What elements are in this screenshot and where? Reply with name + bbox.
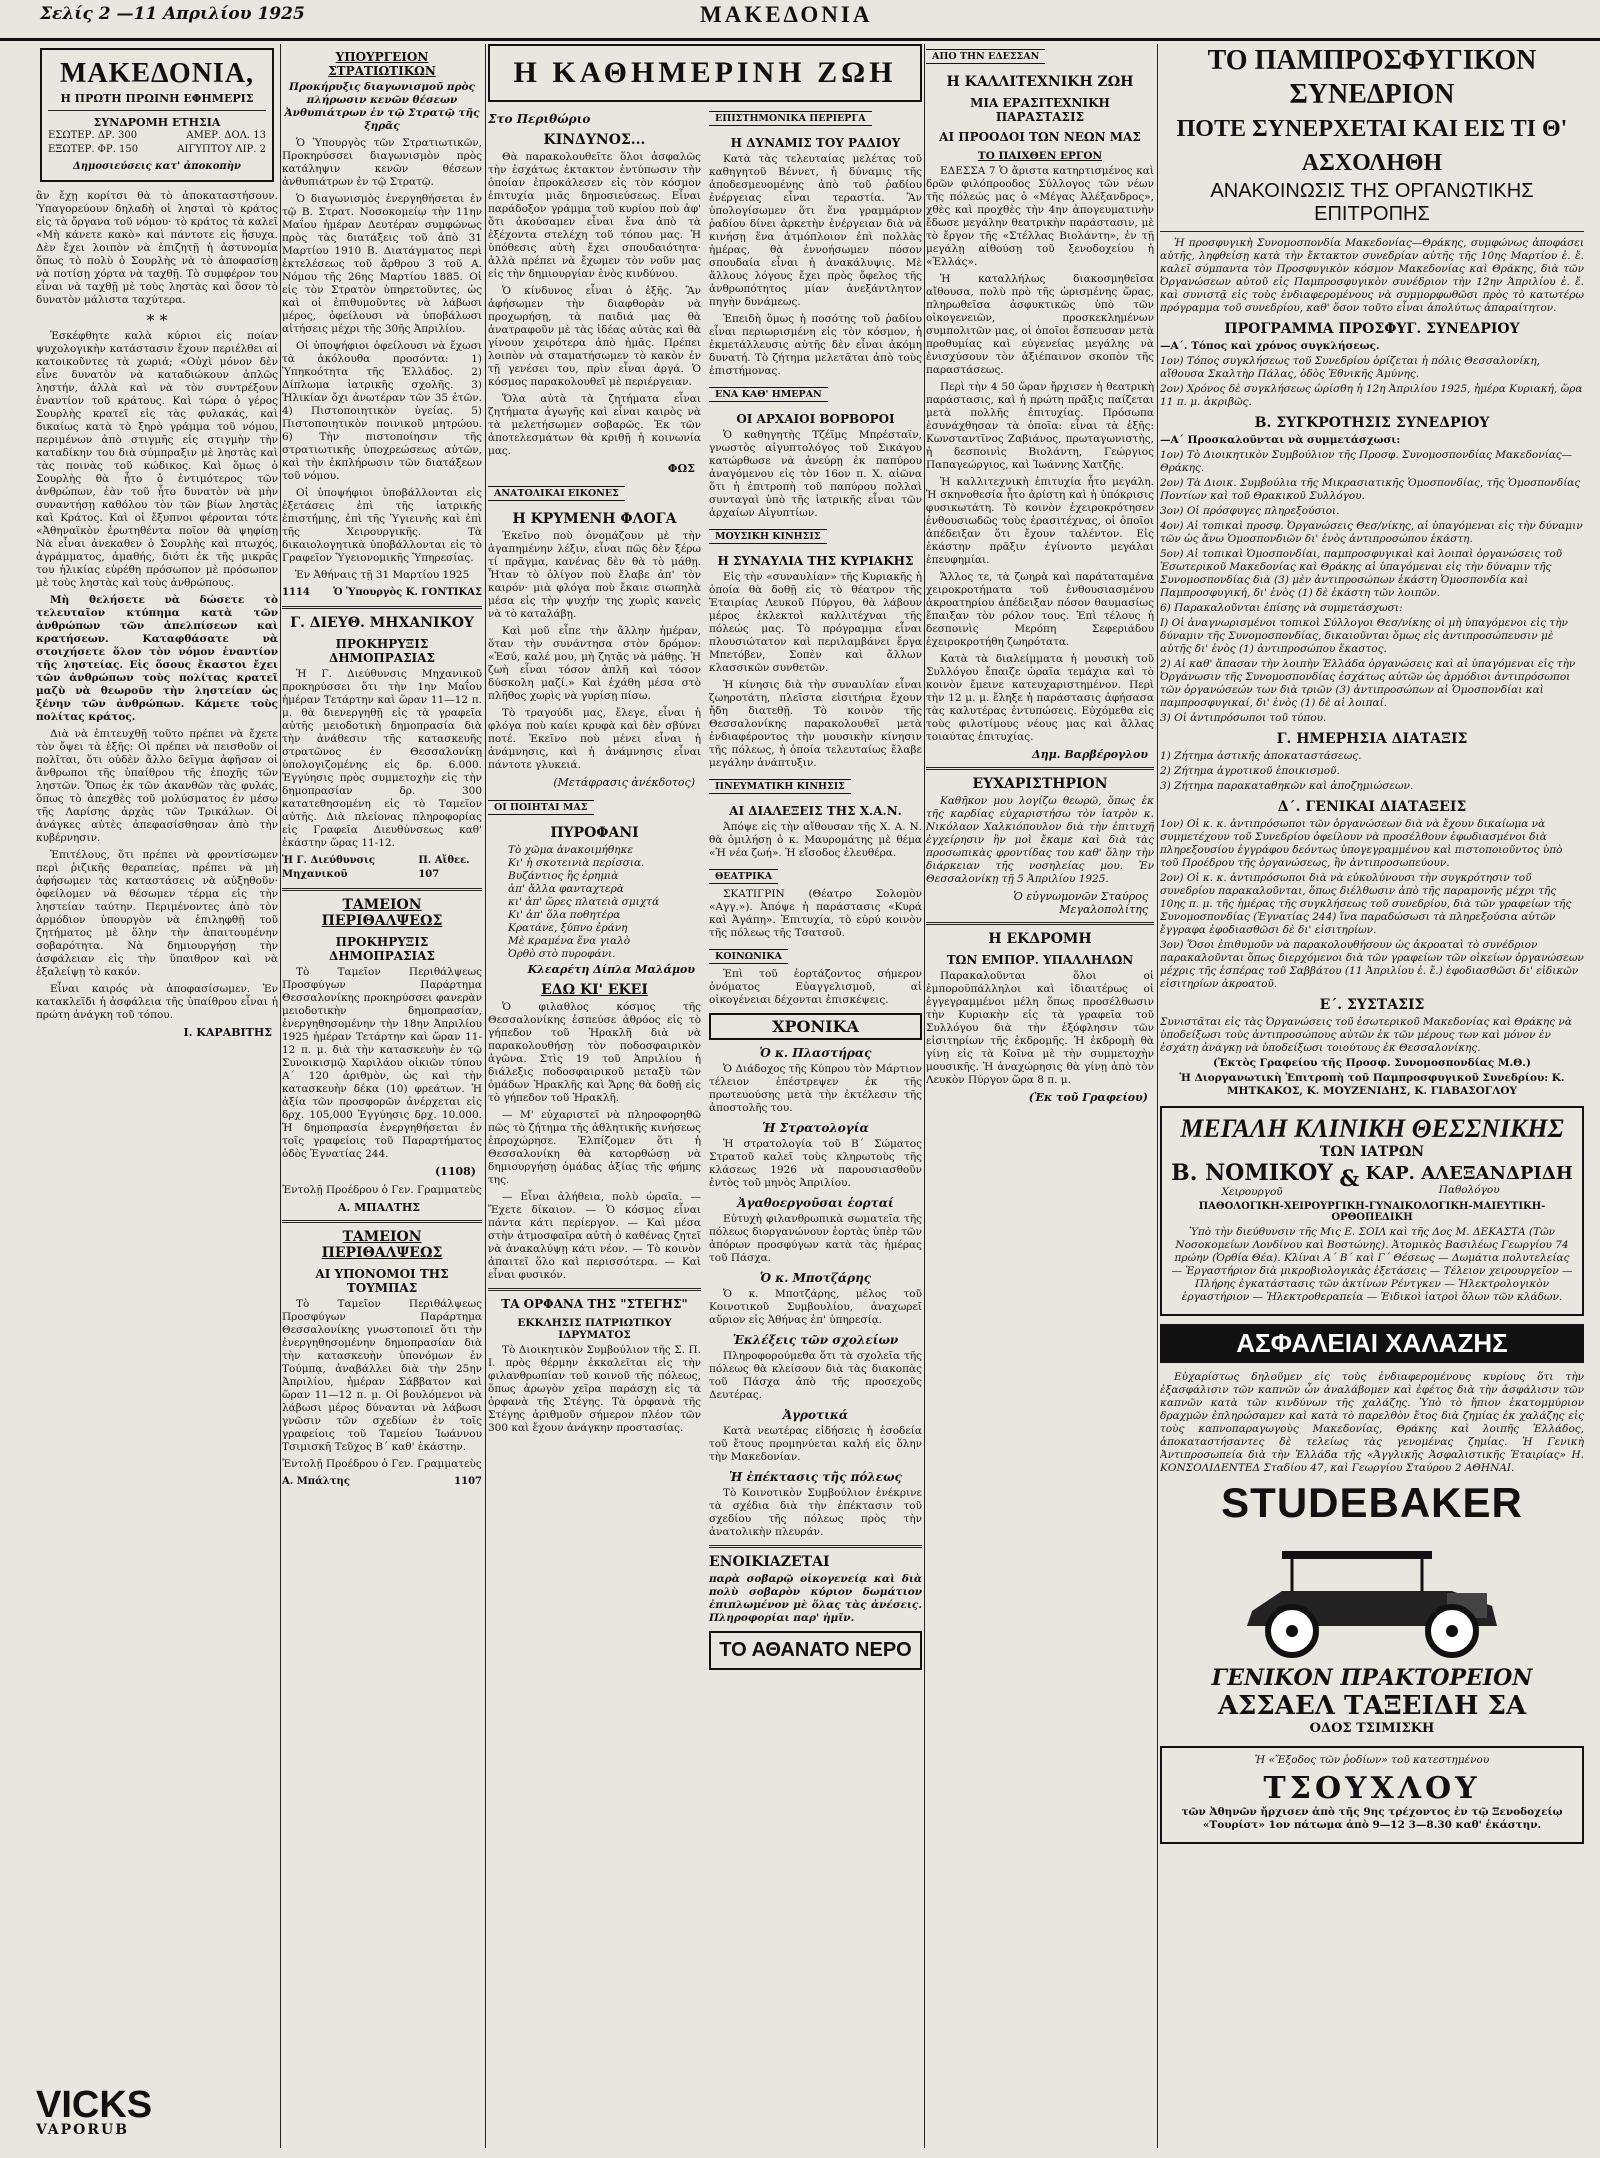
chronicle-item: Ἡ στρατολογία τοῦ Β΄ Σώματος Στρατοῦ καλεῖ τοὺς κληρωτοὺς τῆς κλάσεως 1926 νὰ παρουσιασθοῦν ἐντὸς τοῦ μηνὸς Ἀπριλίου. (709, 1138, 922, 1189)
section-subheading: ΠΡΟΚΗΡΥΞΙΣ ΔΗΜΟΠΡΑΣΙΑΣ (329, 637, 435, 665)
conference-announcement: ΑΝΑΚΟΙΝΩΣΙΣ ΤΗΣ ΟΡΓΑΝΩΤΙΚΗΣ ΕΠΙΤΡΟΠΗΣ (1210, 180, 1534, 225)
studebaker-line2: ΑΣΣΑΕΛ ΤΑΞΕΙΔΗ ΣΑ (1217, 1691, 1527, 1721)
article-paragraph: ΕΔΕΣΣΑ 7 Ὁ ἄριστα κατηρτισμένος καὶ δρῶν φιλόπροοδος Σύλλογος τῶν νέων τῆς πόλεώς μας ὁ «Μέγας Ἀλέξανδρος», χθὲς καὶ προχθὲς τὴν 4ην ἀπογευματινὴν ἔδωσε μεγάλην θεατρικὴν παράστασιν, μὲ τὸ ἔργον τῆς «Στέλλας Βιολάντη», ἐν τῇ μεγάλῃ αἰθούσῃ τοῦ ξενοδοχείου ἡ «Ἑλλάς». (926, 165, 1154, 268)
section-subheading: Προκήρυξις διαγωνισμοῦ πρὸς πλήρωσιν κενῶν θέσεων Ἀνθυπιάτρων ἐν τῷ Στρατῷ τῆς ξηρᾶς (284, 81, 480, 132)
chronicle-item-title: Ἐκλέξεις τῶν σχολείων (732, 1333, 899, 1347)
section-label: ΑΠΟ ΤΗΝ ΕΔΕΣΣΑΝ (926, 49, 1045, 64)
chronicle-item: Εὐτυχὴ φιλανθρωπικὰ σωματεῖα τῆς πόλεως διοργανώνουν ἑορτὰς ὑπὲρ τῶν ἀπόρων προσφύγων κατὰ τὰς ἡμέρας τοῦ Πάσχα. (709, 1213, 922, 1264)
box-title: ΜΑΚΕΔΟΝΙΑ, (59, 58, 255, 89)
chronicle-item: Κατὰ νεωτέρας εἰδήσεις ἡ ἐσοδεία τοῦ ἔτους προμηνύεται καλή εἰς ὅλην τὴν Μακεδονίαν. (709, 1425, 922, 1463)
column-3 (488, 44, 922, 2154)
clinic-departments: ΠΑΘΟΛΟΓΙΚΗ-ΧΕΙΡΟΥΡΓΙΚΗ-ΓΥΝΑΙΚΟΛΟΓΙΚΗ-ΜΑΙΕΥΤΙΚΗ-ΟΡΘΟΠΕΔΙΚΗ (1198, 1201, 1546, 1223)
agenda-heading: —Α΄. Τόπος καὶ χρόνος συγκλήσεως. (1160, 340, 1380, 352)
box-footer: Δημοσιεύσεις κατ' ἀποκοπὴν (73, 161, 241, 172)
agenda-heading: —Α΄ Προσκαλοῦνται νὰ συμμετάσχωσι: (1160, 434, 1401, 446)
doctor-specialty: Παθολόγου (1438, 1183, 1500, 1196)
signature-caption: Ἐντολῇ Προέδρου ὁ Γεν. Γραμματεὺς (282, 1184, 482, 1196)
article-paragraph: Κατὰ τὰ διαλείμματα ἡ μουσικὴ τοῦ Συλλόγου ἔπαιζε ὡραῖα τεμάχια καὶ τὸ κοινὸν ἔμεινε κατευχαριστημένον. Περὶ τὴν 12 μ. μ. ἔληξε ἡ παράστασις ἀφήσασα τὰς καλυτέρας ἐντυπώσεις. Εὐχόμεθα εἰς τοὺς φιλοτίμους νέους μας καὶ ἄλλας τοιαύτας ἐπιτυχίας. (926, 653, 1154, 743)
article-paragraph: Ὁ φιλαθλος κόσμος τῆς Θεσσαλονίκης ἐσπεύσε ἀθρόος εἰς τὸ γήπεδον τοῦ Ἡρακλῆ διὰ νὰ παρακολουθήσῃ τὸν ποδοσφαιρικὸν ἀγῶνα. Στὶς 19 τοῦ Ἀπριλίου ἡ διάλεξις ποδοσφαιρικοῦ μεταξὺ τῶν ὁμάδων Ἡρακλῆς καὶ Ἄρης θὰ δοθῇ εἰς τὸ γήπεδον τοῦ Ἡρακλῆ. (488, 1001, 701, 1104)
section-subheading: ΠΡΟΚΗΡΥΞΙΣ ΔΗΜΟΠΡΑΣΙΑΣ (329, 935, 435, 963)
section-subheading: ΑΙ ΠΡΟΟΔΟΙ ΤΩΝ ΝΕΩΝ ΜΑΣ (939, 130, 1141, 144)
agenda-item: 2ον) Οἱ κ. κ. ἀντιπρόσωποι διὰ νὰ εὐκολύνουσι τὴν συγκρότησιν τοῦ συνεδρίου παρακαλοῦνται, ὅπως διέλθωσιν ἀπὸ τῆς παραμονῆς μέχρι τῆς 10ης π. μ. τῆς ἡμέρας τῆς συγκλήσεως τοῦ συνεδρίου, διὰ τῶν γραφείων τῆς Συνομοσπονδίας (Ἐγνατίας 244) ἵνα παραδώσωσι τὰ πληρεξούσια αὐτῶν ἔγγραφα ἐφοδιασθῶσι δὲ δι' εἰσιτηρίων. (1160, 872, 1572, 936)
daily-left (488, 106, 701, 1676)
column-divider (485, 44, 486, 2148)
vicks-ad (36, 2084, 276, 2138)
hail-insurance-text: Εὐχαρίστως δηλοῦμεν εἰς τοὺς ἐνδιαφερομένους κυρίους ὅτι τὴν ἐξασφάλισιν τῶν καπνῶν ὧν ἀναλάβομεν καὶ ἐφέτος διὰ τὴν ἀσφάλισιν τῶν καπνῶν κατὰ τῶν κινδύνων τῆς χαλάζης. Ὑπὸ τὸ ἤπιον ἐκατομμύριον δραχμῶν ἐπληρώσαμεν καὶ κατὰ τὸ παρελθὸν ἔτος διὰ ζημίας ἐκ χαλάζης εἰς τοὺς καπνοπαραγωγοὺς Μακεδονίας, Θράκης καὶ λοιπῆς Ἑλλάδος, ἀποκαταστήσαντες δὲ τελείως τὰς γενομένας ζημίας. Ἡ Γενικὴ Ἀντιπροσωπεία διὰ τὴν Ἑλλάδα τῆς «Ἀγγλικῆς Ἀσφαλιστικῆς Ἑταιρίας» Η. ΚΟΝΣΟΛΙΔΕΝΤΕΔ Σταδίου 47, καὶ Γεωργίου Σταύρου 2 ΑΘΗΝΑΙ. (1160, 1371, 1584, 1474)
box-subscription: ΣΥΝΔΡΟΜΗ ΕΤΗΣΙΑ (93, 116, 221, 129)
section-heading: Η ΚΡΥΜΕΝΗ ΦΛΟΓΑ (512, 511, 677, 527)
section-subheading: ΤΩΝ ΕΜΠΟΡ. ΥΠΑΛΛΗΛΩΝ (946, 953, 1134, 967)
clinic-title: ΜΕΓΑΛΗ ΚΛΙΝΙΚΗ ΘΕΣΣΝΙΚΗΣ (1180, 1114, 1564, 1143)
daily-right (709, 106, 922, 1676)
article-paragraph: — Εἶναι ἀλήθεια, πολὺ ὡραῖα. — Ἔχετε δίκαιον. — Ὁ κόσμος εἶναι πάντα κάτι περίεργον. — Καὶ μέσα στὴν ἀτμοσφαῖρα αὐτὴ ὁ καθένας ζητεῖ νὰ ἀνακαλύψῃ κάτι νέον. — Τὸ κοινὸν ἀπαιτεῖ ὅλο καὶ περισσότερα. — Καὶ εἶναι φυσικόν. (488, 1191, 701, 1281)
chronicle-item-title: Ἀγροτικά (782, 1408, 849, 1422)
doctor-name: Β. ΝΟΜΙΚΟΥ (1171, 1160, 1333, 1186)
article-paragraph: ΣΚΑΤΙΓΡΙΝ (Θέατρο Σολομὸν «Αγγ.»). Ἀπόψε ἡ παράστασις «Κυρά καὶ Ἀγάπη». Ἐπιτυχία, τὸ εὐρύ κοινὸν τῆς πόλεως τῆς Τσατσοῦ. (709, 888, 922, 939)
tsouxlou-details: τῶν Ἀθηνῶν ἤρχισεν ἀπὸ τῆς 9ης τρέχοντος ἐν τῷ Ξενοδοχείῳ «Τουρίστ» 1ον πάτωμα ἀπὸ 9—12 3—8.30 καθ' ἑκάστην. (1181, 1806, 1563, 1831)
water-ad: ΤΟ ΑΘΑΝΑΤΟ ΝΕΡΟ (709, 1631, 922, 1670)
hail-insurance-heading: ΑΣΦΑΛΕΙΑΙ ΧΑΛΑΖΗΣ (1160, 1324, 1584, 1363)
chronicle-item: Ὁ Διάδοχος τῆς Κύπρου τὸν Μάρτιον τέλειον ἐπέστρεψεν ἐκ τῆς πρωτευούσης μετὰ τὴν ἐκτέλεσιν τῆς ἀποστολῆς του. (709, 1063, 922, 1114)
article-paragraph: Ὁ καθηγητὴς Τζέϊμς Μπρέσταϊν, γνωστὸς αἰγυπτολόγος τοῦ Σικάγου κατώρθωσε νὰ ἀνεύρῃ ἐκ παπύρου ἀναγόμενου εἰς τὸν 16ον π. Χ. αἰῶνα ὅτι ἡ ἐπιτροπὴ τοῦ παπύρου πολλαὶ συνταγαὶ ὑπὸ τῆς ἰατρικῆς εἶναι τῶν ἀρχαίων Αἰγυπτίων. (709, 429, 922, 519)
tsouxlou-ad (1160, 1746, 1584, 1844)
article-paragraph: Εἶναι καιρός νὰ ἀποφασίσωμεν. Ἐν κατακλεῖδι ἡ ἀσφάλεια τῆς ὑπαίθρου εἶναι ἡ πρώτη ἀνάγκη τοῦ τόπου. (36, 983, 278, 1021)
section-heading: Η ΔΥΝΑΜΙΣ ΤΟΥ ΡΑΔΙΟΥ (730, 136, 901, 150)
doctor-specialty: Χειρουργοῦ (1221, 1186, 1283, 1198)
vicks-subtitle: VAPORUB (36, 2122, 130, 2138)
section-label: ΕΠΙΣΤΗΜΟΝΙΚΑ ΠΕΡΙΕΡΓΑ (709, 111, 872, 126)
section-heading: ΠΡΟΓΡΑΜΜΑ ΠΡΟΣΦΥΓ. ΣΥΝΕΔΡΙΟΥ (1224, 321, 1520, 337)
section-subheading: ΑΙ ΥΠΟΝΟΜΟΙ ΤΗΣ ΤΟΥΜΠΑΣ (315, 1267, 449, 1295)
article-paragraph: Ἐπὶ τοῦ ἐορτάζοντος σήμερον ὀνόματος Εὐαγγελισμοῦ, αἱ οἰκογένειαι δέχονται ἐπισκέψεις. (709, 968, 922, 1006)
signature-caption: Ἐντολῇ Προέδρου ὁ Γεν. Γραμματεὺς (282, 1458, 482, 1470)
classified-text: παρὰ σοβαρῷ οἰκογενείᾳ καὶ διὰ πολὺ σοβαρὸν κύριον δωμάτιον ἐπιπλωμένον μὲ ὅλας τὰς ἀνέσεις. Πληροφορίαι παρ' ἡμῖν. (709, 1573, 922, 1624)
article-paragraph: Θὰ παρακολουθεῖτε ὅλοι ἀσφαλῶς τὴν ἐσχάτως ἐκτακτον ἐντύπωσιν τὴν ὁποίαν ἐπροκάλεσεν εἰς τὸν κόσμον ἐπιτυχία μιᾶς δημοσιεύσεως. Εἶναι παράδοξον γράμμα τοῦ κυρίου ποὺ ἀφ' ὅτι ἀκούσαμεν εἶναι ἕνα ἀπὸ τὰ ἐξέχοντα στελέχη τοῦ τόπου μας. Ἡ ὑπόθεσις αὐτὴ ἔχει σπουδαιότητα· ἀλλὰ πρέπει νὰ ἔχωμεν τὸν νοῦν μας εἰς τὴν δημιουργίαν ἑνὸς κινδύνου. (488, 151, 701, 280)
article-paragraph: — Μ' εὐχαριστεῖ νὰ πληροφορηθῶ πῶς τὸ ζήτημα τῆς ἀθλητικῆς κινήσεως ἐπροχώρησε. Ἐλπίζομεν ὅτι ἡ Θεσσαλονίκη θὰ κατορθώσῃ νὰ δημιουργήσῃ ὁμάδας ἀξίας τῆς φήμης της. (488, 1109, 701, 1186)
chronicle-item: Πληροφορούμεθα ὅτι τὰ σχολεῖα τῆς πόλεως θὰ κλείσουν διὰ τὰς διακοπὰς τοῦ Πάσχα ἀπὸ τῆς προσεχοῦς Δευτέρας. (709, 1350, 922, 1401)
signature-line: (Ἐκτὸς Γραφείου τῆς Προσφ. Συνομοσπονδίας Μ.Θ.) (1213, 1057, 1531, 1069)
poem: Τὸ χῶμα ἀνακοιμήθηκε Κι' ἡ σκοτεινιὰ περίσσια. Βυζάντιος ἢς ἐρημιὰ ἀπ' ἄλλα φανταχτερὰ κι' ἀπ' ὥρες πλατειὰ σμιχτά Κι' ἀπ' ὅλα ποθητέρα Κρατάνε, ξύπνο ἐράνη Μὲ κραμένα ἕνα γιαλὸ Ὀρθὸ στὸ πυροφάνι. (508, 844, 660, 960)
article-paragraph: Ἐπιτέλους, ὅτι πρέπει νὰ φροντίσωμεν περὶ ῥιζικῆς θεραπείας, πρέπει νὰ μὴ ἀφήσωμεν τὰς καταστάσεις νὰ αὐξηθοῦν· ὀφείλομεν νὰ θέσωμεν τέρμα εἰς τὴν ληστείαν ταύτην. Περιμένοντες ἀπὸ τὸν ἀρμόδιον ὑπουργὸν νὰ ἐπιληφθῇ τοῦ ζητήματος μὲ ὅλην τὴν ἀπαιτουμένην σοβαρότητα. Νὰ δημιουργήσῃ τὴν ἀσφάλειαν εἰς τὴν ὕπαιθρον καὶ νὰ ἐξαλείψῃ τὸ κακόν. (36, 849, 278, 978)
author-signature: Ι. ΚΑΡΑΒΙΤΗΣ (183, 1026, 272, 1039)
chronicle-item-title: Ἡ Στρατολογία (762, 1121, 869, 1135)
section-heading: ΤΑ ΟΡΦΑΝΑ ΤΗΣ "ΣΤΕΓΗΣ" (501, 1297, 688, 1311)
chronicle-item-title: Ἡ ἐπέκτασις τῆς πόλεως (729, 1470, 902, 1484)
tsouxlou-intro: Ἡ «Ἔξοδος τῶν ῥοδίων» τοῦ κατεστημένου (1254, 1754, 1490, 1766)
article-paragraph: Τὸ τραγούδι μας, ἔλεγε, εἶναι ἡ φλόγα ποὺ καίει κρυφὰ καὶ δὲν σβύνει ποτέ. Ἐκεῖνο ποὺ μένει εἶναι ἡ ἀνάμνησις, καὶ ἡ ἀνάμνησις εἶναι πάντοτε γλυκειά. (488, 707, 701, 771)
article-paragraph: Καὶ μοῦ εἶπε τὴν ἄλλην ἡμέραν, ὅταν τὴν συνάντησα στὸν δρόμον: «Ἐσύ, καλέ μου, μὴ ζητᾷς νὰ μάθῃς. Ἡ ζωὴ εἶναι τόσον ἁπλῆ καὶ τόσον δύσκολη μαζί.» Καὶ ἐχάθη μέσα στὸ πλῆθος χωρὶς νὰ γυρίσῃ πίσω. (488, 625, 701, 702)
chronicle-item-title: Ὁ κ. Μποτζάρης (759, 1271, 872, 1285)
agenda-item: 1) Ζήτημα ἀστικῆς ἀποκαταστάσεως. (1160, 750, 1362, 762)
agenda-item: 2) Αἱ καθ' ἅπασαν τὴν λοιπὴν Ἑλλάδα ὀργανώσεις καὶ αἱ ὑπαγόμεναι εἰς τὴν Ὀργάνωσιν τῆς Συνομοσπονδίας ἐσχάτως αὐτῶν ὡς ἀρμόδιοι ἀντιπρόσωποι τῶν ὀργανώσεών των διὰ τριῶν (3) ἀντιπροσώπων αἱ Ὁμοσπονδίαι καὶ παμπροσφυγικαί, δι' ἑνὸς (1) δὲ αἱ λοιπαί. (1160, 658, 1576, 709)
section-label: ΘΕΑΤΡΙΚΑ (709, 869, 778, 884)
poet-signature: Κλεαρέτη Δίπλα Μαλάμου (527, 963, 695, 976)
article-paragraph: Ἐκεῖνο ποὺ ὀνομάζουν μὲ τὴν ἀγαπημένην λέξιν, εἶναι πῶς δὲν ξέρω τί πρᾶγμα, κανένας δὲν θὰ τὸ μάθῃ. Ἦταν τὸ ὀλίγον ποὺ ἔλαβε ἀπ' τὸν καιρόν· μιὰ φλόγα ποὺ ἔκαιε σιωπηλὰ μέσα εἰς τὴν ψυχήν της χωρὶς κανεὶς νὰ τὸ καταλάβῃ. (488, 530, 701, 620)
tsouxlou-name: ΤΣΟΥΧΛΟΥ (1263, 1771, 1481, 1806)
column-5 (1160, 44, 1584, 2154)
section-heading: Δ΄. ΓΕΝΙΚΑΙ ΔΙΑΤΑΞΕΙΣ (1277, 799, 1467, 815)
agenda-item: 6) Παρακαλοῦνται ἐπίσης νὰ συμμετάσχωσι: (1160, 602, 1403, 614)
section-subheading: ΤΟ ΠΑΙΧΘΕΝ ΕΡΓΟΝ (977, 150, 1103, 162)
agenda-item: 3ον) Ὅσοι ἐπιθυμοῦν νὰ παρακολουθήσουν ὡς ἀκροαταὶ τὸ συνέδριον παρακαλοῦνται ὅπως διερχόμενοι διὰ τῶν γραφείων τῶν οἰκείων ὀργανώσεων μέχρις τῆς ἑσπέρας τοῦ Σαββάτου (11 Ἀπριλίου ἐ. ἔ.) ἐφοδιασθῶσι δι' εἰδικῶν εἰσιτηρίων ἀκροατοῦ. (1160, 939, 1584, 990)
agenda-item: 3) Οἱ ἀντιπρόσωποι τοῦ τύπου. (1160, 712, 1327, 724)
article-paragraph: Καθῆκον μου λογίζω θεωρῶ, ὅπως ἐκ τῆς καρδίας εὐχαριστήσω τὸν ἰατρὸν κ. Νικόλαον Χαλκιόπουλον διὰ τὴν ἐπιτυχῆ ἐγχείρησιν ἣν μοὶ ἔκαμε καὶ διὰ τὰς προσωπικὰς φροντίδας του καθ' ὅλην τὴν διάρκειαν τῆς νοσηλείας μου. Ἐν Θεσσαλονίκῃ τῇ 5 Ἀπριλίου 1925. (926, 795, 1154, 885)
section-label: ΠΝΕΥΜΑΤΙΚΗ ΚΙΝΗΣΙΣ (709, 779, 851, 794)
rubric: Στο Περιθώριο (488, 112, 591, 126)
agenda-item: Συνιστᾶται εἰς τὰς Ὀργανώσεις τοῦ ἐσωτερικοῦ Μακεδονίας καὶ Θράκης νὰ ὑποδείξωσι τοὺς ἀντιπροσώπους αὐτῶν ἐκ τῶν μέρους των καὶ μόνον ἐν ἐσχάτῃ ἀνάγκῃ νὰ ὑποδείξωσι τοιούτους ἐκ Θεσσαλονίκης. (1160, 1016, 1572, 1054)
studebaker-line1: ΓΕΝΙΚΟΝ ΠΡΑΚΤΟΡΕΙΟΝ (1211, 1665, 1533, 1691)
signature-row: 1114 Ὁ Ὑπουργὸς Κ. ΓΟΝΤΙΚΑΣ (282, 587, 482, 598)
article-paragraph: Ἐπειδὴ ὅμως ἡ ποσότης τοῦ ῥαδίου εἶναι περιωρισμένη εἰς τὸν κόσμον, ἡ ἐκμετάλλευσις αὐτῆς δὲν εἶναι ἀκόμη δυνατή. Τὸ ζήτημα μελετᾶται ἀπὸ τοὺς ἐπιστήμονας. (709, 313, 922, 377)
section-heading: Η ΚΑΛΛΙΤΕΧΝΙΚΗ ΖΩΗ (946, 74, 1134, 90)
column-divider (1157, 44, 1158, 2148)
subscription-box (40, 48, 274, 182)
agenda-item: 1ον) Τὸ Διοικητικὸν Συμβούλιον τῆς Προσφ. Συνομοσπονδίας Μακεδονίας—Θράκης. (1160, 449, 1573, 474)
page-date: Σελίς 2 —11 Απριλίου 1925 (40, 4, 305, 24)
column-1 (36, 44, 278, 2154)
author-signature: ΦΩΣ (667, 462, 695, 475)
conference-title: ΤΟ ΠΑΜΠΡΟΣΦΥΓΙΚΟΝ ΣΥΝΕΔΡΙΟΝ (1207, 45, 1537, 110)
agenda-item: Ι) Οἱ ἀναγνωρισμένοι τοπικοὶ Σύλλογοι Θεσ/νίκης οἱ μὴ ὑπαγόμενοι εἰς τὴν δύναμιν τῆς Συνομοσπονδίας, δικαιοῦνται ὅμως εἰς ἀντιπροσώπευσιν μὲ αὐτῆς δι' ἑνὸς (1) ἀντιπροσώπου ἕκαστος. (1160, 617, 1568, 655)
section-heading: Γ. ΗΜΕΡΗΣΙΑ ΔΙΑΤΑΞΙΣ (1276, 731, 1468, 747)
section-heading: Η ΣΥΝΑΥΛΙΑ ΤΗΣ ΚΥΡΙΑΚΗΣ (717, 554, 914, 568)
conference-subtitle: ΠΟΤΕ ΣΥΝΕΡΧΕΤΑΙ ΚΑΙ ΕΙΣ ΤΙ Θ' ΑΣΧΟΛΗΘΗ (1176, 116, 1568, 176)
section-heading: ΕΥΧΑΡΙΣΤΗΡΙΟΝ (972, 776, 1108, 792)
ref-number: (1108) (434, 1165, 476, 1178)
column-4 (926, 44, 1154, 2154)
article-paragraph: ἂν ἔχῃ κορίτσι θὰ τὸ ἀποκαταστήσουν. Ὑπαγορεύουν δηλαδὴ οἱ λησταὶ τὸ κράτος εἰς τὰ ὄργανα τοῦ νόμου· τὸ κράτος τὰ καλεῖ «Μὴ κάνετε κακὸ» καὶ πάντοτε εἰς ἥσυχα. Δὲν ἔχει λοιπὸν νὰ ἐπιζητῇ ἡ ἀστυνομία ὅπως τὸ πολὺ ὁ Σουρλὴς νὰ τὸ ἀποφασίσῃ νὰ ποτίσῃ χόρτα νὰ ταχθῇ. Τὸ συμφέρον του εἶναι νὰ ταχθῇ μὲ τοὺς ληστὰς καὶ ὅσον τὸ δυνατὸν μάλιστα ταχύτερα. (36, 190, 278, 306)
column-divider (924, 44, 925, 2148)
column-2 (282, 44, 482, 2154)
section-heading: ΤΑΜΕΙΟΝ ΠΕΡΙΘΑΛΨΕΩΣ (321, 1229, 443, 1261)
agenda-item: 1ον) Τόπος συγκλήσεως τοῦ Συνεδρίου ὁρίζεται ἡ πόλις Θεσσαλονίκη, αἴθουσα Σκαλτὴρ Πάλας, ὁδὸς Ἐθνικῆς Ἀμύνης. (1160, 355, 1540, 380)
article-paragraph: Κατὰ τὰς τελευταίας μελέτας τοῦ καθηγητοῦ Βέννετ, ἡ δύναμις τῆς ἀποδεσμευομένης ἀπὸ τοῦ ῥαδίου ἐνέργειας εἶναι τεραστία. Ἂν ὑπολογίσωμεν ὅτι ἕνα γραμμάριον ῥαδίου δίνει ἀρκετὴν ἐνέργειαν διὰ νὰ κινήσῃ ἕνα ἀτμόπλοιον ἐπὶ πολλὰς ἡμέρας, θὰ ἐννοήσωμεν πόσον σπουδαία εἶναι ἡ ἀνακάλυψις. Μὲ ἄλλους λόγους ἔχει πρὸς ὄφελος τῆς ἀνθρωπότητος μίαν ἀνεξάντλητον πηγὴν δυνάμεως. (709, 153, 922, 308)
section-heading: Β. ΣΥΓΚΡΟΤΗΣΙΣ ΣΥΝΕΔΡΙΟΥ (1254, 415, 1490, 431)
chronicle-item: Ὁ κ. Μποτζάρης, μέλος τοῦ Κοινοτικοῦ Συμβουλίου, ἀναχωρεῖ αὔριον εἰς Ἀθήνας ἐπ' ὑπηρεσίᾳ. (709, 1288, 922, 1326)
chronicle-item-title: Ἀγαθοεργοῦσαι ἑορταί (737, 1196, 894, 1210)
clinic-doctors (1168, 1160, 1576, 1198)
doctor-name: ΚΑΡ. ΑΛΕΞΑΝΔΡΙΔΗ (1365, 1162, 1573, 1184)
chronicle-item-title: Ὁ κ. Πλαστήρας (759, 1046, 872, 1060)
section-label: ΑΝΑΤΟΛΙΚΑΙ ΕΙΚΟΝΕΣ (488, 486, 625, 501)
article-paragraph: Οἱ ὑποψήφιοι ὑποβάλλονται εἰς ἐξετάσεις ἐπὶ τῆς ἰατρικῆς ἐπιστήμης, ἐπὶ τῆς Ὑγιεινῆς καὶ ἐπὶ τῆς Χειρουργικῆς. Τὰ δικαιολογητικὰ ὑποβάλλονται εἰς τὸ Γραφεῖον Ὑγειονομικῆς Ὑπηρεσίας. (282, 487, 482, 564)
article-paragraph: Παρακαλοῦνται ὅλοι οἱ ἐμποροϋπάλληλοι καὶ ἰδιαιτέρως οἱ ἐγγεγραμμένοι μέλη ὅπως προσέλθωσιν τὴν Κυριακὴν εἰς τὰ γραφεῖα τοῦ Συλλόγου διὰ τὴν ἐξόφλησιν τῶν εἰσιτηρίων τῆς ἐκδρομῆς. Ἡ ἐκδρομὴ θὰ γίνῃ εἰς τὰ Κοῖνα μὲ τὴν συμμετοχὴν μουσικῆς. Ἡ ἀναχώρησις θὰ γίνῃ ἀπὸ τὸν Λευκὸν Πύργον ὥρα 8 π. μ. (926, 970, 1154, 1086)
agenda-item: 3) Ζήτημα παρακαταθηκῶν καὶ ἀποζημιώσεων. (1160, 780, 1414, 792)
separator: * * (146, 311, 168, 330)
masthead (0, 0, 1600, 41)
section-label: ΕΝΑ ΚΑΘ' ΗΜΕΡΑΝ (709, 387, 828, 402)
section-subheading: ΜΙΑ ΕΡΑΣΙΤΕΧΝΙΚΗ ΠΑΡΑΣΤΑΣΙΣ (970, 96, 1110, 124)
clinic-subtitle: ΤΩΝ ΙΑΤΡΩΝ (1319, 1144, 1425, 1160)
article-paragraph: Ἀπόψε εἰς τὴν αἴθουσαν τῆς Χ. Α. Ν. θὰ ὁμιλήσῃ ὁ κ. Μαυρομάτης μὲ θέμα «Ἡ νέα ζωή». Ἡ εἴσοδος ἐλευθέρα. (709, 821, 922, 859)
agenda-item: 3ον) Οἱ πρόσφυγες πληρεξούσιοι. (1160, 505, 1340, 517)
chronicle-item: Τὸ Κοινοτικὸν Συμβούλιον ἐνέκρινε τὰ σχέδια διὰ τὴν ἐπέκτασιν τοῦ σχεδίου τῆς πόλεως πρὸς τὴν ἀνατολικὴν πλευράν. (709, 1487, 922, 1538)
section-heading: ΠΥΡΟΦΑΝΙ (550, 825, 639, 841)
agenda-item: 1ον) Οἱ κ. κ. ἀντιπρόσωποι τῶν ὀργανώσεων διὰ νὰ ἔχουν δικαίωμα νὰ συμμετέχουν τοῦ Συνεδρίου ὀφείλουν νὰ προσέλθουν ἐφωδιασμένοι διὰ πληρεξουσίου ἐγγράφου δεόντως ὑπογεγραμμένου καὶ πιστοποιοῦντος ὑπὸ τοῦ Προέδρου τῆς ὀργανώσεως, ἣν ἀντιπροσωπεύουν. (1160, 818, 1563, 869)
article-paragraph: Ὁ Ὑπουργὸς τῶν Στρατιωτικῶν, Προκηρύσσει διαγωνισμὸν πρὸς κατάληψιν κενῶν θέσεων ἀνθυπιάτρων ἐν τῷ Στρατῷ. (282, 137, 482, 188)
article-paragraph: Μὴ θελήσετε νὰ δώσετε τὸ τελευταῖον κτύπημα κατὰ τῶν ἀνθρώπων τῶν ἀπελπίσεων καὶ κρατήσεων. Καταφθάσατε νὰ στοιχήσετε ὅλον τὸν νόμον ἐναντίον τῆς ληστείας. Εἰς ὅσους ἔκαστοι ἔχει τῶν ἀνθρώπων τοὺς πολίτας κρατεῖ μαζὺ νὰ θεωροῦν τὴν ληστείαν ὡς ξένην τῶν ἀνθρώπων. Κάμετε τοὺς πολίτας κράτος. (36, 594, 278, 723)
daily-life-banner: Η ΚΑΘΗΜΕΡΙΝΗ ΖΩΗ (488, 44, 922, 102)
section-heading: ΑΙ ΔΙΑΛΕΞΕΙΣ ΤΗΣ Χ.Α.Ν. (729, 804, 902, 818)
article-paragraph: Τὸ Ταμεῖον Περιθάλψεως Προσφύγων Παράρτημα Θεσσαλονίκης γνωστοποιεῖ ὅτι τὴν ἐνεργηθησομένην δημοπρασίαν διὰ τὴν κατασκευὴν ὑπονόμων ἐν Τούμπᾳ, ἀναβάλλει διὰ τὴν 25ην Ἀπριλίου, ἡμέραν Σάββατον καὶ ὥραν 11—12 π. μ. Οἱ βουλόμενοι νὰ λάβωσι μέρος δύνανται νὰ λάβωσι γνῶσιν τῶν σχεδίων ἐν τοῖς γραφείοις τοῦ Ταμείου Ἰωάννου Τσιμισκῆ Τεῦχος Β΄ καθ' ἑκάστην. (282, 1298, 482, 1453)
clinic-details: Ὑπὸ τὴν διεύθυνσιν τῆς Μις Ε. ΣΟΙΛ καὶ τῆς Δος Μ. ΔΕΚΑΣΤΑ (Τῶν Νοσοκομείων Λονδίνου καὶ Βοστώνης). Ἀτομικὸς Βασιλέως Γεωργίου 74 πρώην (Ὀρθία Θέα). Κλίναι Α΄ Β΄ καὶ Γ΄ Θέσεως — Δωμάτια πολυτελείας — Ἐργαστήριον διὰ μικροβιολογικὰς ἐξετάσεις — Τέλειον χειρουργεῖον — Πλήρης ἐγκατάστασις τῶν ἀκτίνων Ρέντγκεν — Ἠλεκτρολογικὸν ἐργαστήριον — Ἠλεκτροθεραπεία — Ἐιδικοὶ ἰατροὶ ὅλων τῶν κλάδων. (1171, 1226, 1573, 1303)
column-divider (280, 44, 281, 2148)
signature-row: Α. Μπάλτης 1107 (282, 1476, 482, 1487)
signature-name: Α. ΜΠΑΛΤΗΣ (337, 1201, 421, 1214)
section-heading: ΥΠΟΥΡΓΕΙΟΝ ΣΤΡΑΤΙΩΤΙΚΩΝ (328, 50, 436, 78)
clinic-ad (1160, 1106, 1584, 1316)
studebaker-logo: STUDEBAKER (1221, 1479, 1523, 1526)
source-note: (Μετάφρασις ἀνέκδοτος) (553, 776, 695, 789)
section-heading: ΟΙ ΑΡΧΑΙΟΙ ΒΟΡΒΟΡΟΙ (736, 412, 895, 426)
article-paragraph: Ὁ κίνδυνος εἶναι ὁ ἑξῆς. Ἂν ἀφήσωμεν τὴν διαφθορὰν νὰ προχωρήσῃ, τὰ παιδιά μας θὰ ἀνατραφοῦν μὲ τὰς ἰδέας αὐτὰς καὶ θὰ γίνουν χειρότερα ἀπὸ ἡμᾶς. Πρέπει λοιπὸν νὰ σταματήσωμεν τὸ κακὸν ἐν τῇ γενέσει του, πρὶν εἶναι ἀργά. Ὁ κόσμος παρακολουθεῖ μὲ περιέργειαν. (488, 285, 701, 388)
signature-line: Ἡ Διοργανωτικὴ Ἐπιτροπὴ τοῦ Παμπροσφυγικοῦ Συνεδρίου: Κ. ΜΗΤΚΑΚΟΣ, Κ. ΜΟΥΖΕΝΙΔΗΣ, Κ. ΓΙΑΒΑΣΟΓΛΟΥ (1179, 1072, 1565, 1097)
article-paragraph: Διὰ νὰ ἐπιτευχθῇ τοῦτο πρέπει νὰ ἔχετε τὸν ὄψει τὰ ἑξῆς: Οἱ πρέπει νὰ πεισθοῦν οἱ πολῖται, ὅτι οὐδὲν ἄλλο δεῖγμα ἀφῆσαν οἱ ἄνθρωποι τῆς ὑπαίθρου τῆς ἐποχῆς τῶν ληστῶν. Ὅπως ἐκ τῶν ἀκανθῶν τὰς φυλάς, ὅπως τὸ ἀπεχθὲς τοῦ μολύσματος ἐν μέσῳ τῆς Λαρίσης ἀρχὰς τῶν Τρικάλων. Οἱ ἀνάγκες αὐτὲς ἀπεφασίσθησαν ἀπὸ τὴν κυβέρνησιν. (36, 728, 278, 844)
article-paragraph: Τὸ Ταμεῖον Περιθάλψεως Προσφύγων Παράρτημα Θεσσαλονίκης προκηρύσσει φανερὰν μειοδοτικὴν δημοπρασίαν, ἐνεργηθησομένην τὴν 18ην Ἀπριλίου 1925 ἡμέραν Τετάρτην καὶ ὥραν 11-12 π. μ. διὰ τὴν κατασκευὴν ἐν τῷ Συνοικισμῷ Χαριλάου οἰκιῶν τύπου Α΄ 120 ἀριθμὸν, ὡς καὶ τὴν κατασκευὴν δέκα (10) φρεάτων. Ἡ ἀξία τῶν προσφορῶν ἀνέρχεται εἰς δρχ. 105,000 Ἐγγύησις δρχ. 10.000. Ἡ δημοπρασία ἐνεργηθήσεται ἐν τοῖς γραφείοις τοῦ Παραρτήματος ὁδὸς Ἐγνατίας 244. (282, 966, 482, 1160)
classified-heading: ΕΝΟΙΚΙΑΖΕΤΑΙ (709, 1554, 830, 1570)
article-paragraph: Ἐσκέφθητε καλὰ κύριοι εἰς ποίαν ψυχολογικὴν κατάστασιν ἔχουν περιέλθει αἱ κατοικοῦντες τὰ χωριά; «Οὐχὶ μόνον δὲν εἶνε δυνατὸν νὰ καταδιώκουν ἁπλῶς ληστήν, ἀλλὰ καὶ νὰ τὸν συντρέξουν ἐναντίον τοῦ κράτους. Καὶ τώρα ὁ γέρος Σουρλὴς κρατεῖ εἰς τὰς φυλακάς, καὶ δικαίως κατὰ τὸ ξηρὸ γράμμα τοῦ νόμου, περιμένων ἀπὸ στιγμῆς εἰς στιγμὴν τὴν καταδίκην του διὰ σύμπραξιν μὲ ληστὰς καὶ τὰς ποινὰς τοῦ κώδικος. Καὶ ὅμως ὁ Σουρλὴς θὰ ἦτο ὁ ἐντιμότερος τῶν ἀνθρώπων, ἐὰν τοῦ ἦτο δυνατὸν νὰ μὴν συναντήσῃ καθόλου τὸν τῶν βίων ληστὰς καὶ Κράτος. Καὶ οἱ ἔξυπνοι φέρονται τότε «Ἀθηναϊκὸν ἐρωτηθέντα ποῖον θὰ ψηφίσῃ Νὰ εἶναι ἀνεκαθεν ὁ Σουρλὴς καὶ πτωχός, ἀγράμματος, ἀμαθής, διότι ἐκ τῆς μικρᾶς του ἡλικίας εὑρέθη πρόσωπον μὲ πρόσωπον μὲ τοὺς ληστὰς καὶ τοὺς ἀνθρώπους. (36, 330, 278, 589)
section-heading: ΚΙΝΔΥΝΟΣ... (543, 132, 646, 148)
section-heading: ΕΔΩ ΚΙ' ΕΚΕΙ (541, 982, 648, 998)
section-heading: Γ. ΔΙΕΥΘ. ΜΗΧΑΝΙΚΟΥ (290, 615, 474, 631)
section-label: ΟΙ ΠΟΙΗΤΑΙ ΜΑΣ (488, 800, 594, 815)
rate-row: ΕΞΩΤΕΡ. ΦΡ. 150 ΑΙΓΥΠΤΟΥ ΛΙΡ. 2 (48, 144, 266, 155)
article-paragraph: Ὅλα αὐτὰ τὰ ζητήματα εἶναι ζητήματα ἀγωγῆς καὶ εἶναι καιρὸς νὰ τὰ μελετήσωμεν σοβαρῶς. Ἐκ τῶν ἀποτελεσμάτων θὰ κριθῇ ἡ κοινωνία μας. (488, 393, 701, 457)
article-paragraph: Περὶ τὴν 4 50 ὥραν ἤρχισεν ἡ θεατρικὴ παράστασις, καὶ ἡ πρώτη πρᾶξις παίζεται μετὰ πολλῆς ἐπιτυχίας. Πρόσωπα ἐσυνάχθησαν τὰ ὁποῖα: εἶναι τὰ ἑξῆς: Κωνσταντῖνος Ζαβιάνος, πρωταγωνιστὴς, ἡ δεσποινὶς Βιολάντη, Γεώργιος Παπαγεώργιος, καὶ Ἰωάννης Χατζῆς. (926, 381, 1154, 471)
chronicle-heading: ΧΡΟΝΙΚΑ (709, 1013, 922, 1040)
agenda-item: 2) Ζήτημα ἀγροτικοῦ ἐποικισμοῦ. (1160, 765, 1340, 777)
section-heading: Η ΕΚΔΡΟΜΗ (988, 931, 1092, 947)
section-label: ΜΟΥΣΙΚΗ ΚΙΝΗΣΙΣ (709, 529, 827, 544)
section-heading: ΤΑΜΕΙΟΝ ΠΕΡΙΘΑΛΨΕΩΣ (321, 897, 443, 929)
author-signature: Ὁ εὐγνωμονῶν Σταύρος Μεγαλοπολίτης (1013, 890, 1148, 916)
box-subtitle: Η ΠΡΩΤΗ ΠΡΩΙΝΗ ΕΦΗΜΕΡΙΣ (60, 92, 254, 105)
agenda-item: 5ον) Αἱ τοπικαὶ Ὁμοσπονδίαι, παμπροσφυγικαὶ καὶ λοιπαὶ ὀργανώσεις τοῦ Ἐσωτερικοῦ Μακεδονίας καὶ Θράκης αἱ ὑπαγόμεναι εἰς τὴν δύναμιν τῆς Συνομοσπονδίας διὰ (3) μὲν ἀντιπροσώπων ἑκάστη Ὁμοσπονδία καὶ Παμπροσφυγική, δι' ἑνὸς (1) δὲ ἑκάστη τῶν λοιπῶν. (1160, 548, 1563, 599)
agenda-item: 2ον) Χρόνος δὲ συγκλήσεως ὡρίσθη ἡ 12η Ἀπριλίου 1925, ἡμέρα Κυριακή, ὥρα 11 π. μ. ἀκριβῶς. (1160, 383, 1583, 408)
article-paragraph: Ἄλλος τε, τὰ ζωηρὰ καὶ παράταταμένα χειροκροτήματα τοῦ ἐνθουσιασμένου ἀκροατηρίου ἀπέδειξαν πόσον θαυμασίως ἔπαιξαν τὸν ρόλον τους. Ἐπὶ τέλους ἡ δεσποινὶς Μερόπη Σεφεριάδου ἐχειροκροτήθη ζωηρότατα. (926, 571, 1154, 648)
vicks-logo: VICKS (36, 2084, 153, 2126)
section-subheading: ΕΚΚΛΗΣΙΣ ΠΑΤΡΙΩΤΙΚΟΥ ΙΔΡΥΜΑΤΟΣ (517, 1317, 672, 1341)
studebaker-ad (1160, 1479, 1584, 1736)
agenda-item: 4ον) Αἱ τοπικαὶ προσφ. Ὀργανώσεις Θεσ/νίκης, αἱ ὑπαγόμεναι εἰς τὴν δύναμιν τῶν ὡς ἄνω Ὁμοσπονδιῶν δι' ἑνὸς ἀντιπροσώπου ἑκάστη. (1160, 520, 1583, 545)
article-paragraph: Εἰς τὴν «συναυλίαν» τῆς Κυριακῆς ἡ ὁποία θὰ δοθῇ εἰς τὸ θέατρον τῆς Ἑταιρίας Λευκοῦ Πύργου, θὰ λάβουν μέρος ἐκλεκτοὶ καλλιτέχναι τῆς πόλεώς μας. Τὸ πρόγραμμα εἶναι πλουσιώτατον καὶ περιλαμβάνει ἔργα Μπετόβεν, Σοπὲν καὶ ἄλλων κλασσικῶν συνθετῶν. (709, 571, 922, 674)
newspaper-title: ΜΑΚΕΔΟΝΙΑ (700, 2, 873, 27)
article-paragraph: Ὁ διαγωνισμὸς ἐνεργηθήσεται ἐν τῷ Β. Στρατ. Νοσοκομείῳ τὴν 11ην Μαΐου ἡμέραν Δευτέραν συμφώνως πρὸς τὰς διατάξεις τοῦ ἀπὸ 31 Μαρτίου 1910 Β. Διατάγματος περὶ ἐκτελέσεως τοῦ ἄρθρου 3 τοῦ Α. Νόμου τῆς 26ης Μαρτίου 1885. Οἱ εἰς τὸν Στρατὸν ὑπηρετοῦντες, ὡς καὶ οἱ ἐπιθυμοῦντες νὰ λάβωσι μέρος, ὀφείλουσι νὰ ὑποβάλωσι αἰτήσεις μέχρι τῆς 30ῆς Ἀπριλίου. (282, 193, 482, 335)
car-icon (1222, 1531, 1522, 1661)
article-paragraph: Ἡ κίνησις διὰ τὴν συναυλίαν εἶναι ζωηροτάτη, πλεῖστα εἰσιτήρια ἔχουν ἤδη διατεθῇ. Τὸ κοινὸν τῆς Θεσσαλονίκης παρακολουθεῖ μετὰ ἐνδιαφέροντος τὴν μουσικὴν κίνησιν τῆς πόλεως, ἡ ὁποία τελευταίως ἔλαβε μεγάλην ἀνάπτυξιν. (709, 679, 922, 769)
signature-row: Ἡ Γ. Διεύθυνσις Μηχανικοῦ Π. Αἴθεε. 107 (282, 855, 470, 880)
section-heading: Ε΄. ΣΥΣΤΑΣΙΣ (1319, 997, 1425, 1013)
article-paragraph: Ἡ προσφυγικὴ Συνομοσπονδία Μακεδονίας—Θράκης, συμφώνως ἀποφάσει αὐτῆς, ληφθείσῃ κατὰ τὴν ἔκτακτον συνεδρίαν αὐτῆς τῆς 10ης Μαρτίου ἐ. ἔ. καλεῖ σύμπαντα τὸν Προσφυγικὸν κόσμον Μακεδονίας καὶ Θράκης, διὰ τῶν Ὀργανώσεων αὐτοῦ εἰς Παμπροσφυγικὸν συνέδριον τὴν 12ην Ἀπριλίου ἐ. ἔ. καὶ συνιστᾷ εἰς τοὺς ἐνδιαφερομένους νὰ συμμορφωθῶσι πρὸς τὸ κατωτέρω πρόγραμμα τοῦ συνεδρίου, καθ' ὅσον τοῦτο εἶναι ἀπολύτως ἀπαραίτητον. (1160, 237, 1584, 314)
ampersand-icon: & (1339, 1166, 1360, 1192)
article-paragraph: Τὸ Διοικητικὸν Συμβούλιον τῆς Σ. Π. Ι. πρὸς θέρμην ἐκκαλεῖται εἰς τὴν φιλανθρωπίαν τοῦ κοινοῦ τῆς πόλεως, ὅπως ἀρωγὸν χεῖρα παράσχῃ εἰς τὰ ὀρφανὰ τῆς Στέγης. Τὰ ὀρφανὰ τῆς Στέγης ἀριθμοῦν σήμερον πλέον τῶν 300 καὶ ἔχουν ἀνάγκην προστασίας. (488, 1344, 701, 1434)
article-paragraph: Ἡ καλλιτεχνικὴ ἐπιτυχία ἦτο μεγάλη. Ἡ σκηνοθεσία ἦτο ἀρίστη καὶ ἡ ὑπόκρισις φυσικωτάτη. Τὸ κοινὸν ἐχειροκρότησεν ἐνθουσιωδῶς τοὺς ἐρασιτέχνας, οἱ ὁποῖοι ἀπέδειξαν ὅτι ἔχουν ταλέντον. Εἰς ἐκάστην πρᾶξιν ἐγίνοντο μεγάλαι ἐπευφημίαι. (926, 476, 1154, 566)
studebaker-line3: ΟΔΟΣ ΤΣΙΜΙΣΚΗ (1309, 1721, 1435, 1736)
article-paragraph: Οἱ ὑποψήφιοι ὀφείλουσι νὰ ἔχωσι τὰ ἀκόλουθα προσόντα: 1) Ὑπηκοότητα τῆς Ἑλλάδος. 2) Δίπλωμα ἰατρικῆς σχολῆς. 3) Ἡλικίαν ὄχι ἀνωτέραν τῶν 35 ἐτῶν. 4) Πιστοποιητικὸν ὑγείας. 5) Πιστοποιητικὸν ποινικοῦ μητρώου. 6) Τὴν πιστοποίησιν τῆς στρατιωτικῆς ὑποχρεώσεως αὐτῶν, καὶ τὴν ἐκπλήρωσιν τῶν διατάξεων τοῦ νόμου. (282, 340, 482, 482)
author-signature: Δημ. Βαρβέρογλου (1032, 748, 1148, 761)
date-line: Ἐν Ἀθήναις τῇ 31 Μαρτίου 1925 (294, 569, 470, 581)
article-paragraph: Ἡ καταλλήλως διακοσμηθεῖσα αἴθουσα, πολὺ πρὸ τῆς ὡρισμένης ὥρας, πληρωθεῖσα ἀσφυκτικῶς ὑπὸ τῶν οἰκογενειῶν, προσκεκλημένων συμπολιτῶν μας, οἱ ὁποῖοι ἔσπευσαν μετὰ προθυμίας καὶ εὐγενείας μεγάλης νὰ ἐνισχύσουν τὸν ἀξιέπαινον σκοπὸν τῆς παραστάσεως. (926, 273, 1154, 376)
section-label: ΚΟΙΝΩΝΙΚΑ (709, 949, 788, 964)
rate-row: ΕΣΩΤΕΡ. ΔΡ. 300 ΑΜΕΡ. ΔΟΛ. 13 (48, 130, 266, 141)
source-note: (Ἐκ τοῦ Γραφείου) (1028, 1091, 1148, 1104)
article-paragraph: Ἡ Γ. Διεύθυνσις Μηχανικοῦ προκηρύσσει ὅτι τὴν 1ην Μαΐου ἡμέραν Τετάρτην καὶ ὥραν 11—12 π. μ. θὰ διενεργηθῇ εἰς τὰ γραφεῖα αὐτῆς μειοδοτικὴ δημοπρασία διὰ τὴν ἀνάθεσιν τῆς κατασκευῆς στρατῶνος ἐν Θεσσαλονίκῃ ὑπολογιζομένης εἰς δρ. 6.000. Ἐγγύησις πρὸς συμμετοχὴν εἰς τὴν δημοπρασίαν δρ. 300 κατατεθησομένη εἰς τὸ Ταμεῖον αὐτῆς. Διὰ πλείονας πληροφορίας εἰς Γραφεῖα Διευθύνσεως καθ' ἑκάστην ὥρας 11-12. (282, 668, 482, 849)
agenda-item: 2ον) Τὰ Διοικ. Συμβούλια τῆς Μικρασιατικῆς Ὁμοσπονδίας, τῆς Ὁμοσπονδίας Ποντίων καὶ τοῦ Θρακικοῦ Συλλόγου. (1160, 477, 1581, 502)
